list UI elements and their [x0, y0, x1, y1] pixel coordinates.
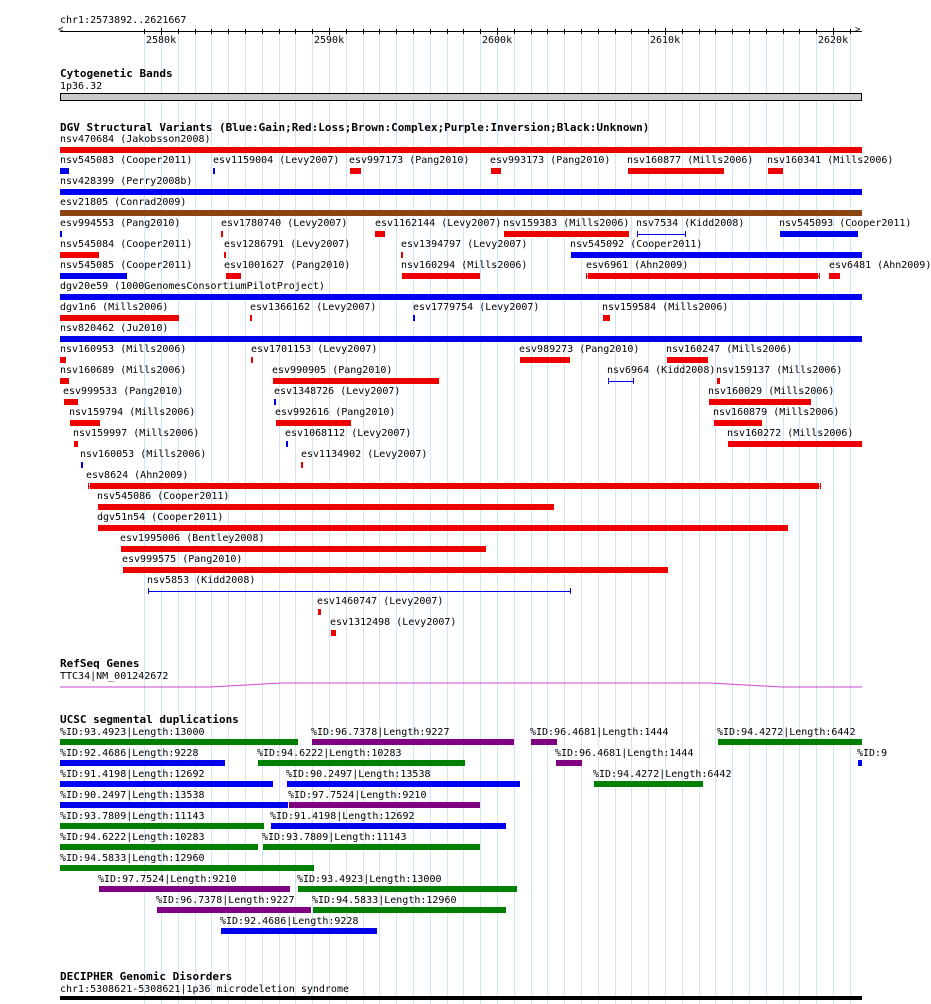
ruler-tick-label: 2580k: [146, 35, 177, 46]
ruler-minor-tick: [547, 29, 548, 34]
grid-line: [531, 26, 532, 1004]
grid-line: [245, 26, 246, 1004]
dgv-variant-bar[interactable]: [728, 441, 862, 447]
dgv-variant-label: esv1312498 (Levy2007): [330, 617, 457, 628]
ruler-minor-tick: [799, 29, 800, 34]
dgv-variant-label: esv1001627 (Pang2010): [224, 260, 351, 271]
dgv-variant-bar[interactable]: [98, 525, 788, 531]
segdup-label: %ID:92.4686|Length:9228: [60, 748, 199, 759]
grid-line: [329, 26, 330, 1004]
ruler-minor-tick: [396, 29, 397, 34]
ruler-minor-tick: [430, 29, 431, 34]
dgv-variant-bar[interactable]: [60, 315, 179, 321]
dgv-variant-line: [637, 234, 686, 235]
segdup-label: %ID:97.7524|Length:9210: [98, 874, 237, 885]
ruler-axis: [60, 31, 862, 32]
dgv-variant-label: esv1286791 (Levy2007): [224, 239, 351, 250]
dgv-variant-endcap: [819, 273, 820, 279]
ruler-major-tick: [497, 28, 498, 35]
segdup-label: %ID:94.6222|Length:10283: [257, 748, 402, 759]
dgv-variant-glyph[interactable]: [608, 378, 634, 384]
grid-line: [228, 26, 229, 1004]
segdup-bar[interactable]: [157, 907, 311, 913]
cytoband-track-title: Cytogenetic Bands: [60, 67, 173, 80]
dgv-variant-label: esv994553 (Pang2010): [60, 218, 181, 229]
dgv-variant-bar[interactable]: [81, 462, 83, 468]
dgv-variant-bar[interactable]: [402, 273, 480, 279]
dgv-variant-bar[interactable]: [274, 399, 276, 405]
dgv-variant-label: nsv159383 (Mills2006): [503, 218, 630, 229]
dgv-variant-endcap: [637, 231, 638, 237]
grid-line: [480, 26, 481, 1004]
dgv-variant-label: esv1366162 (Levy2007): [250, 302, 377, 313]
segdup-bar[interactable]: [594, 781, 703, 787]
dgv-variant-bar[interactable]: [64, 399, 78, 405]
refseq-gene-glyph[interactable]: [60, 680, 862, 692]
dgv-variant-bar[interactable]: [224, 252, 226, 258]
ruler-minor-tick: [598, 29, 599, 34]
refseq-gene-line[interactable]: [60, 683, 862, 687]
dgv-variant-label: esv1068112 (Levy2007): [285, 428, 412, 439]
dgv-variant-label: esv999575 (Pang2010): [122, 554, 243, 565]
dgv-variant-label: nsv5853 (Kidd2008): [147, 575, 256, 586]
segdup-label: %ID:90.2497|Length:13538: [60, 790, 205, 801]
ruler-minor-tick: [144, 29, 145, 34]
grid-line: [363, 26, 364, 1004]
segdup-bar[interactable]: [60, 802, 288, 808]
dgv-variant-label: esv992616 (Pang2010): [275, 407, 396, 418]
ruler-minor-tick: [279, 29, 280, 34]
dgv-variant-label: nsv545093 (Cooper2011): [779, 218, 912, 229]
dgv-variant-label: nsv160953 (Mills2006): [60, 344, 187, 355]
segdup-bar[interactable]: [271, 823, 506, 829]
dgv-variant-bar[interactable]: [350, 168, 361, 174]
dgv-variant-bar[interactable]: [667, 357, 708, 363]
segdup-label: %ID:94.4272|Length:6442: [593, 769, 732, 780]
segdup-bar[interactable]: [289, 802, 480, 808]
dgv-variant-label: esv989273 (Pang2010): [519, 344, 640, 355]
cytoband-label: 1p36.32: [60, 81, 103, 92]
dgv-variant-label: nsv160879 (Mills2006): [713, 407, 840, 418]
segdup-bar[interactable]: [60, 865, 314, 871]
dgv-variant-bar[interactable]: [709, 399, 811, 405]
segdup-bar[interactable]: [60, 739, 298, 745]
ruler-tick-label: 2600k: [482, 35, 513, 46]
dgv-variant-bar[interactable]: [491, 168, 501, 174]
grid-line: [312, 26, 313, 1004]
dgv-variant-bar[interactable]: [768, 168, 783, 174]
segdup-bar[interactable]: [556, 760, 582, 766]
dgv-variant-bar[interactable]: [60, 357, 66, 363]
dgv-variant-bar[interactable]: [413, 315, 415, 321]
dgv-variant-label: esv1162144 (Levy2007): [375, 218, 502, 229]
segdup-bar[interactable]: [60, 760, 225, 766]
segdup-label: %ID:93.4923|Length:13000: [297, 874, 442, 885]
segdup-bar[interactable]: [99, 886, 290, 892]
dgv-variant-label: nsv160029 (Mills2006): [708, 386, 835, 397]
ruler-minor-tick: [682, 29, 683, 34]
grid-line: [766, 26, 767, 1004]
dgv-track-title: DGV Structural Variants (Blue:Gain;Red:Loss;Brown:Complex;Purple:Inversion;Black:Unknown): [60, 121, 650, 134]
dgv-variant-glyph[interactable]: [637, 231, 686, 237]
ruler-minor-tick: [816, 29, 817, 34]
grid-line: [463, 26, 464, 1004]
dgv-variant-fill: [90, 483, 819, 489]
ruler-minor-tick: [346, 29, 347, 34]
segdup-bar[interactable]: [313, 907, 506, 913]
dgv-variant-bar[interactable]: [603, 315, 610, 321]
grid-line: [598, 26, 599, 1004]
dgv-variant-label: esv21805 (Conrad2009): [60, 197, 187, 208]
segdup-label: %ID:94.6222|Length:10283: [60, 832, 205, 843]
dgv-variant-label: nsv160272 (Mills2006): [727, 428, 854, 439]
segdup-bar[interactable]: [312, 739, 514, 745]
dgv-variant-bar[interactable]: [286, 441, 288, 447]
segdup-label: %ID:96.4681|Length:1444: [530, 727, 669, 738]
dgv-variant-endcap: [586, 273, 587, 279]
segdup-label: %ID:96.7378|Length:9227: [311, 727, 450, 738]
ruler-major-tick: [329, 28, 330, 35]
dgv-variant-bar[interactable]: [375, 231, 385, 237]
dgv-variant-label: esv1394797 (Levy2007): [401, 239, 528, 250]
dgv-variant-bar[interactable]: [213, 168, 215, 174]
dgv-variant-label: nsv160294 (Mills2006): [401, 260, 528, 271]
dgv-variant-label: esv1701153 (Levy2007): [251, 344, 378, 355]
grid-line: [799, 26, 800, 1004]
dgv-variant-label: nsv160877 (Mills2006): [627, 155, 754, 166]
segdup-label: %ID:96.7378|Length:9227: [156, 895, 295, 906]
dgv-variant-bar[interactable]: [504, 231, 629, 237]
dgv-variant-label: nsv545092 (Cooper2011): [570, 239, 703, 250]
dgv-variant-label: esv1460747 (Levy2007): [317, 596, 444, 607]
grid-line: [279, 26, 280, 1004]
dgv-variant-endcap: [88, 483, 89, 489]
segdup-label: %ID:9: [857, 748, 888, 759]
grid-line: [615, 26, 616, 1004]
segdup-bar[interactable]: [263, 844, 480, 850]
grid-line: [346, 26, 347, 1004]
segdup-label: %ID:96.4681|Length:1444: [555, 748, 694, 759]
dgv-variant-label: esv8624 (Ahn2009): [86, 470, 189, 481]
dgv-variant-bar[interactable]: [331, 630, 336, 636]
dgv-variant-label: esv1134902 (Levy2007): [301, 449, 428, 460]
ruler-minor-tick: [531, 29, 532, 34]
refseq-track-title: RefSeq Genes: [60, 657, 140, 670]
dgv-variant-glyph[interactable]: [88, 483, 821, 489]
ruler-minor-tick: [615, 29, 616, 34]
grid-line: [547, 26, 548, 1004]
ruler-minor-tick: [178, 29, 179, 34]
cytoband-bar[interactable]: [60, 93, 862, 101]
ruler-minor-tick: [631, 29, 632, 34]
segdup-bar[interactable]: [287, 781, 520, 787]
dgv-variant-label: nsv6964 (Kidd2008): [607, 365, 716, 376]
dgv-variant-label: nsv545083 (Cooper2011): [60, 155, 193, 166]
grid-line: [581, 26, 582, 1004]
ruler-left-arrow: <: [58, 25, 64, 35]
segdup-label: %ID:92.4686|Length:9228: [220, 916, 359, 927]
grid-line: [833, 26, 834, 1004]
dgv-variant-bar[interactable]: [98, 504, 554, 510]
ruler-minor-tick: [245, 29, 246, 34]
grid-line: [564, 26, 565, 1004]
dgv-variant-label: nsv7534 (Kidd2008): [636, 218, 745, 229]
ruler-minor-tick: [211, 29, 212, 34]
dgv-variant-bar[interactable]: [401, 252, 403, 258]
ruler-minor-tick: [514, 29, 515, 34]
decipher-entry-label: chr1:5308621-5308621|1p36 microdeletion syndrome: [60, 984, 349, 995]
dgv-variant-bar[interactable]: [251, 357, 253, 363]
dgv-variant-bar[interactable]: [571, 252, 862, 258]
dgv-variant-bar[interactable]: [273, 378, 439, 384]
dgv-variant-label: esv997173 (Pang2010): [349, 155, 470, 166]
ruler-minor-tick: [715, 29, 716, 34]
dgv-variant-label: nsv159137 (Mills2006): [716, 365, 843, 376]
ruler-minor-tick: [581, 29, 582, 34]
dgv-variant-endcap: [148, 588, 149, 594]
segdup-label: %ID:91.4198|Length:12692: [270, 811, 415, 822]
dgv-variant-bar[interactable]: [60, 378, 69, 384]
dgv-variant-label: nsv159584 (Mills2006): [602, 302, 729, 313]
segdup-bar[interactable]: [298, 886, 517, 892]
ruler-minor-tick: [766, 29, 767, 34]
dgv-variant-bar[interactable]: [60, 252, 99, 258]
segdup-label: %ID:97.7524|Length:9210: [288, 790, 427, 801]
dgv-variant-bar[interactable]: [226, 273, 241, 279]
grid-line: [379, 26, 380, 1004]
ruler-minor-tick: [413, 29, 414, 34]
dgv-variant-glyph[interactable]: [148, 588, 571, 594]
dgv-variant-bar[interactable]: [221, 231, 223, 237]
dgv-variant-bar[interactable]: [74, 441, 78, 447]
dgv-variant-label: esv1779754 (Levy2007): [413, 302, 540, 313]
dgv-variant-line: [148, 591, 571, 592]
dgv-variant-label: nsv820462 (Ju2010): [60, 323, 169, 334]
segdup-track-title: UCSC segmental duplications: [60, 713, 239, 726]
dgv-variant-fill: [588, 273, 818, 279]
ruler-minor-tick: [850, 29, 851, 34]
dgv-variant-bar[interactable]: [318, 609, 321, 615]
dgv-variant-bar[interactable]: [60, 336, 862, 342]
dgv-variant-label: esv1995006 (Bentley2008): [120, 533, 265, 544]
grid-line: [850, 26, 851, 1004]
ruler-minor-tick: [699, 29, 700, 34]
ruler-minor-tick: [262, 29, 263, 34]
dgv-variant-label: esv1780740 (Levy2007): [221, 218, 348, 229]
location-label: chr1:2573892..2621667: [60, 15, 187, 26]
ruler-minor-tick: [195, 29, 196, 34]
dgv-variant-label: esv993173 (Pang2010): [490, 155, 611, 166]
ruler-minor-tick: [363, 29, 364, 34]
segdup-label: %ID:93.7809|Length:11143: [262, 832, 407, 843]
grid-line: [514, 26, 515, 1004]
ruler-minor-tick: [749, 29, 750, 34]
dgv-variant-label: nsv160689 (Mills2006): [60, 365, 187, 376]
dgv-variant-glyph[interactable]: [586, 273, 820, 279]
segdup-label: %ID:90.2497|Length:13538: [286, 769, 431, 780]
segdup-label: %ID:94.5833|Length:12960: [60, 853, 205, 864]
refseq-gene-label: TTC34|NM_001242672: [60, 671, 169, 682]
grid-line: [413, 26, 414, 1004]
decipher-bar[interactable]: [60, 996, 862, 1000]
dgv-variant-bar[interactable]: [829, 273, 840, 279]
segdup-label: %ID:94.5833|Length:12960: [312, 895, 457, 906]
segdup-bar[interactable]: [258, 760, 465, 766]
dgv-variant-endcap: [633, 378, 634, 384]
dgv-variant-label: esv999533 (Pang2010): [63, 386, 184, 397]
dgv-variant-bar[interactable]: [60, 147, 862, 153]
ruler-minor-tick: [447, 29, 448, 34]
grid-line: [447, 26, 448, 1004]
dgv-variant-bar[interactable]: [714, 420, 762, 426]
dgv-variant-endcap: [820, 483, 821, 489]
dgv-variant-label: nsv160247 (Mills2006): [666, 344, 793, 355]
grid-line: [262, 26, 263, 1004]
dgv-variant-line: [608, 381, 634, 382]
dgv-variant-endcap: [570, 588, 571, 594]
ruler-major-tick: [665, 28, 666, 35]
ruler-minor-tick: [783, 29, 784, 34]
dgv-variant-bar[interactable]: [628, 168, 724, 174]
dgv-variant-bar[interactable]: [60, 273, 127, 279]
dgv-variant-label: nsv545085 (Cooper2011): [60, 260, 193, 271]
grid-line: [295, 26, 296, 1004]
grid-line: [783, 26, 784, 1004]
dgv-variant-bar[interactable]: [60, 294, 862, 300]
segdup-bar[interactable]: [60, 823, 264, 829]
ruler-major-tick: [161, 28, 162, 35]
dgv-variant-bar[interactable]: [121, 546, 486, 552]
ruler-minor-tick: [648, 29, 649, 34]
segdup-bar[interactable]: [858, 760, 862, 766]
ruler-minor-tick: [480, 29, 481, 34]
dgv-variant-bar[interactable]: [717, 378, 720, 384]
ruler-minor-tick: [564, 29, 565, 34]
dgv-variant-bar[interactable]: [70, 420, 100, 426]
dgv-variant-label: nsv159794 (Mills2006): [69, 407, 196, 418]
dgv-variant-endcap: [685, 231, 686, 237]
dgv-variant-bar[interactable]: [60, 231, 62, 237]
grid-line: [749, 26, 750, 1004]
dgv-variant-bar[interactable]: [250, 315, 252, 321]
ruler-minor-tick: [463, 29, 464, 34]
dgv-variant-label: dgv20e59 (1000GenomesConsortiumPilotProject): [60, 281, 325, 292]
grid-line: [396, 26, 397, 1004]
dgv-variant-label: dgv1n6 (Mills2006): [60, 302, 169, 313]
dgv-variant-bar[interactable]: [780, 231, 858, 237]
segdup-bar[interactable]: [531, 739, 557, 745]
ruler-tick-label: 2620k: [818, 35, 849, 46]
segdup-bar[interactable]: [221, 928, 377, 934]
dgv-variant-bar[interactable]: [520, 357, 570, 363]
segdup-label: %ID:94.4272|Length:6442: [717, 727, 856, 738]
ruler-minor-tick: [312, 29, 313, 34]
dgv-variant-label: dgv51n54 (Cooper2011): [97, 512, 224, 523]
dgv-variant-label: nsv545084 (Cooper2011): [60, 239, 193, 250]
grid-line: [430, 26, 431, 1004]
dgv-variant-bar[interactable]: [123, 567, 668, 573]
dgv-variant-label: nsv545086 (Cooper2011): [97, 491, 230, 502]
dgv-variant-label: nsv428399 (Perry2008b): [60, 176, 193, 187]
dgv-variant-bar[interactable]: [60, 189, 862, 195]
ruler-tick-label: 2610k: [650, 35, 681, 46]
dgv-variant-label: esv6961 (Ahn2009): [586, 260, 689, 271]
dgv-variant-bar[interactable]: [276, 420, 351, 426]
ruler-minor-tick: [379, 29, 380, 34]
dgv-variant-label: nsv160053 (Mills2006): [80, 449, 207, 460]
ruler-minor-tick: [732, 29, 733, 34]
dgv-variant-bar[interactable]: [301, 462, 303, 468]
segdup-label: %ID:93.7809|Length:11143: [60, 811, 205, 822]
dgv-variant-label: nsv160341 (Mills2006): [767, 155, 894, 166]
ruler-minor-tick: [295, 29, 296, 34]
segdup-bar[interactable]: [60, 844, 258, 850]
segdup-bar[interactable]: [60, 781, 273, 787]
segdup-bar[interactable]: [718, 739, 862, 745]
ruler-tick-label: 2590k: [314, 35, 345, 46]
grid-line: [816, 26, 817, 1004]
decipher-track-title: DECIPHER Genomic Disorders: [60, 970, 233, 983]
dgv-variant-bar[interactable]: [60, 168, 69, 174]
dgv-variant-label: esv6481 (Ahn2009): [829, 260, 931, 271]
dgv-variant-label: nsv159997 (Mills2006): [73, 428, 200, 439]
ruler-right-arrow: >: [855, 25, 861, 35]
dgv-variant-label: esv1159004 (Levy2007): [213, 155, 340, 166]
dgv-variant-label: esv990905 (Pang2010): [272, 365, 393, 376]
ruler-major-tick: [833, 28, 834, 35]
dgv-variant-endcap: [608, 378, 609, 384]
segdup-label: %ID:91.4198|Length:12692: [60, 769, 205, 780]
grid-line: [732, 26, 733, 1004]
dgv-variant-label: nsv470684 (Jakobsson2008): [60, 134, 211, 145]
segdup-label: %ID:93.4923|Length:13000: [60, 727, 205, 738]
dgv-variant-label: esv1348726 (Levy2007): [274, 386, 401, 397]
ruler-minor-tick: [228, 29, 229, 34]
dgv-variant-bar[interactable]: [60, 210, 862, 216]
